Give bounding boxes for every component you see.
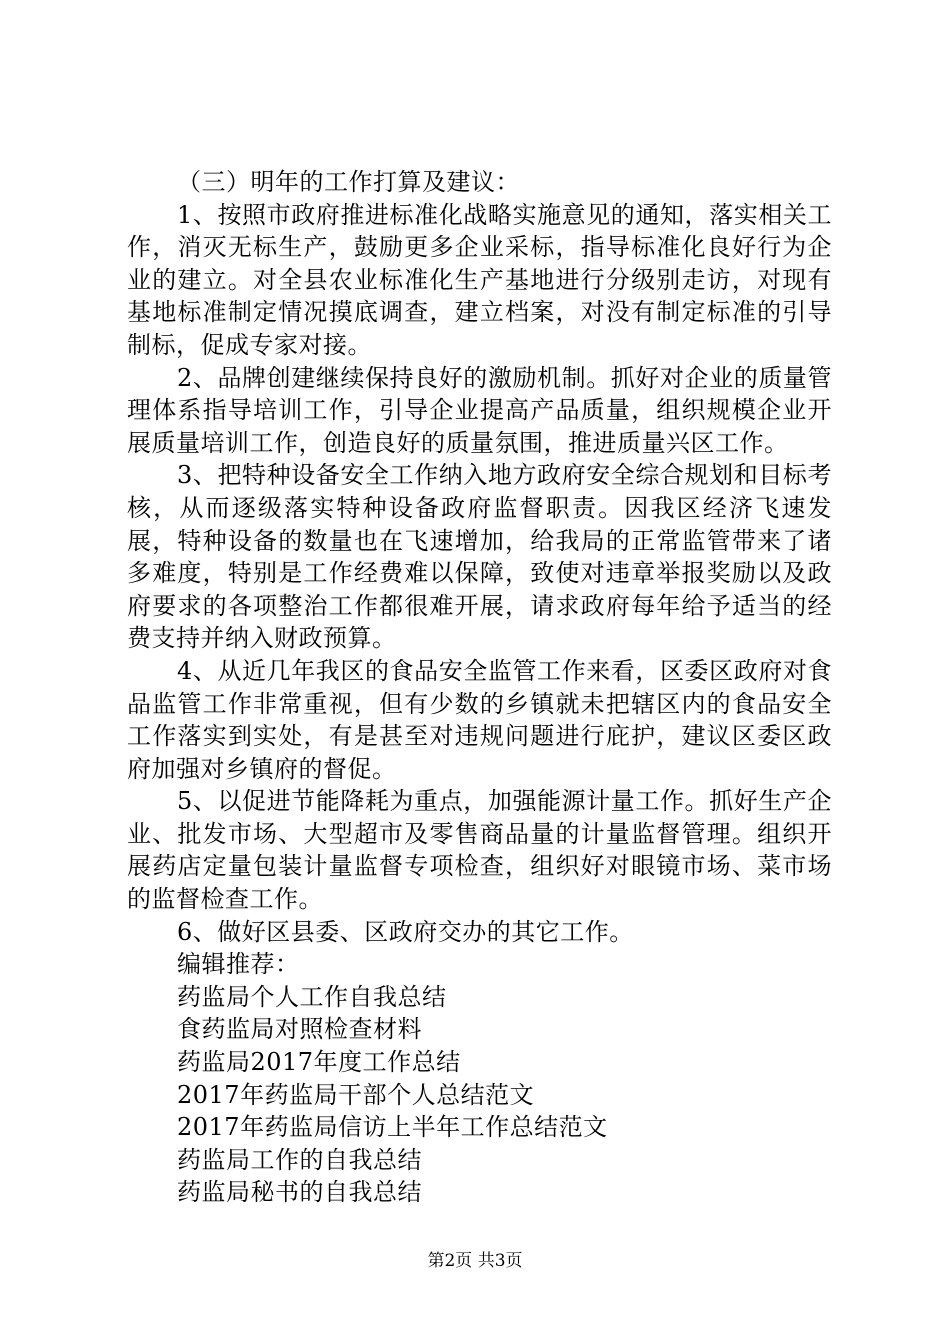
recommendation-link[interactable]: 药监局个人工作自我总结 [177,982,447,1011]
paragraph-6: 6、做好区县委、区政府交办的其它工作。 [177,917,634,946]
recommendation-link[interactable]: 药监局2017年度工作总结 [177,1048,461,1077]
recommendation-list [127,981,832,1209]
paragraph-4: 4、从近几年我区的食品安全监管工作来看，区委区政府对食品监管工作非常重视，但有少数的乡镇就未把辖区内的食品安全工作落实到实处，有是甚至对违规问题进行庇护，建议区委区政府加强对乡镇府的督促。 [127,656,832,783]
page-footer: 第2页 共3页 [427,1251,523,1271]
paragraph-2: 2、品牌创建继续保持良好的激励机制。抓好对企业的质量管理体系指导培训工作，引导企业提高产品质量，组织规模企业开展质量培训工作，创造良好的质量氛围，推进质量兴区工作。 [127,363,832,457]
paragraph-1: 1、按照市政府推进标准化战略实施意见的通知，落实相关工作，消灭无标生产，鼓励更多企业采标，指导标准化良好行为企业的建立。对全县农业标准化生产基地进行分级别走访，对现有基地标准制定情况摸底调查，建立档案，对没有制定标准的引导制标，促成专家对接。 [127,200,832,359]
recommendation-link[interactable]: 2017年药监局干部个人总结范文 [177,1080,535,1109]
recommendation-link[interactable]: 2017年药监局信访上半年工作总结范文 [177,1113,608,1142]
section-heading: （三）明年的工作打算及建议： [177,168,520,196]
document-body [127,166,832,1209]
recommendation-link[interactable]: 药监局秘书的自我总结 [177,1178,422,1207]
paragraph-5: 5、以促进节能降耗为重点，加强能源计量工作。抓好生产企业、批发市场、大型超市及零售商品量的计量监督管理。组织开展药店定量包装计量监督专项检查，组织好对眼镜市场、菜市场的监督检查工作。 [127,787,832,914]
recommendation-link[interactable]: 药监局工作的自我总结 [177,1145,422,1174]
recommend-label: 编辑推荐： [177,950,300,979]
paragraph-3: 3、把特种设备安全工作纳入地方政府安全综合规划和目标考核，从而逐级落实特种设备政府监督职责。因我区经济飞速发展，特种设备的数量也在飞速增加，给我局的正常监管带来了诸多难度，特别是工作经费难以保障，致使对违章举报奖励以及政府要求的各项整治工作都很难开展，请求政府每年给予适当的经费支持并纳入财政预算。 [127,461,832,653]
recommendation-link[interactable]: 食药监局对照检查材料 [177,1015,422,1044]
